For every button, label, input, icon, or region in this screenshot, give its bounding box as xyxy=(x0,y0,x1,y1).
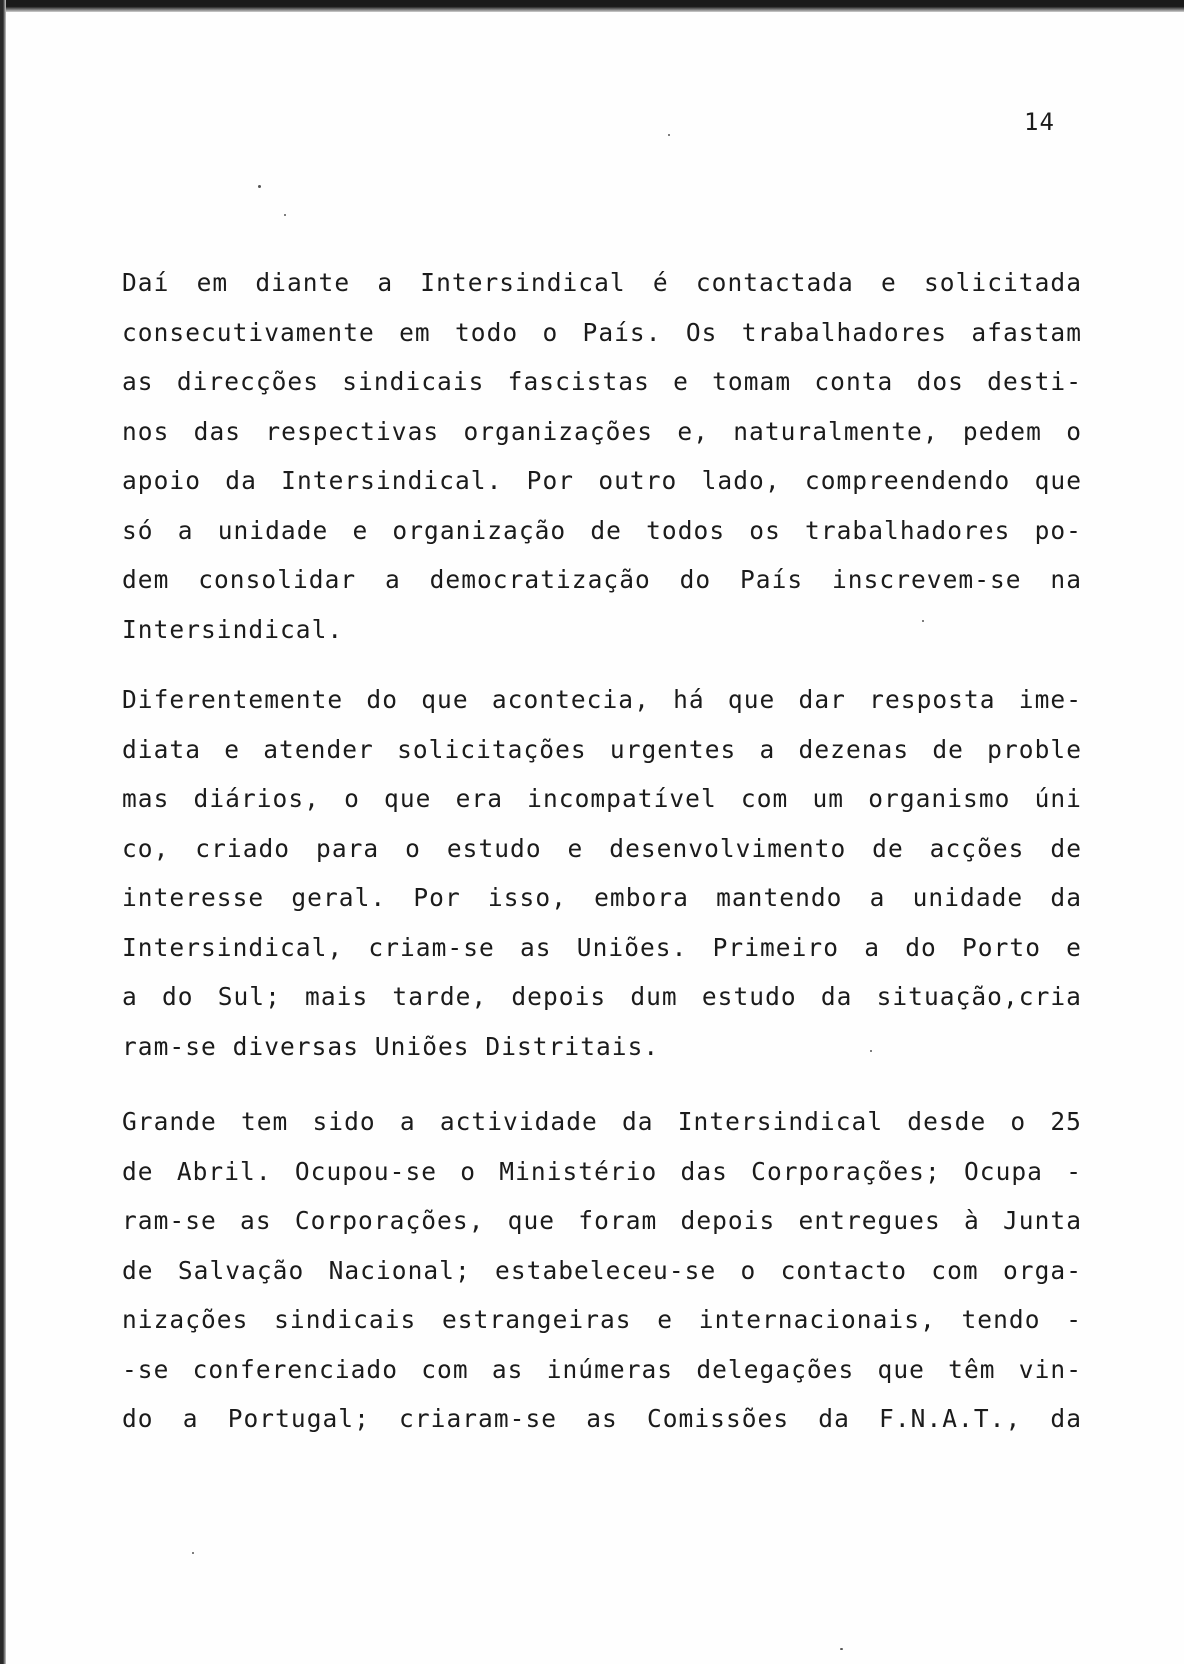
text-line: Intersindical, criam-se as Uniões. Primeiro a do Porto e xyxy=(122,932,1082,962)
scan-edge-left xyxy=(0,0,6,1664)
text-line: Intersindical. xyxy=(122,614,344,644)
scan-speck xyxy=(258,185,261,188)
text-line: nos das respectivas organizações e, naturalmente, pedem o xyxy=(122,416,1082,446)
paragraph-3 xyxy=(122,1097,1082,1444)
text-line: de Abril. Ocupou-se o Ministério das Corporações; Ocupa - xyxy=(122,1156,1082,1186)
text-line: Diferentemente do que acontecia, há que dar resposta ime- xyxy=(122,685,1082,714)
text-line: mas diários, o que era incompatível com um organismo úni xyxy=(122,784,1082,813)
text-line: nizações sindicais estrangeiras e internacionais, tendo - xyxy=(122,1305,1082,1334)
text-line: interesse geral. Por isso, embora mantendo a unidade da xyxy=(122,883,1082,912)
scan-speck xyxy=(840,1648,843,1650)
text-line: diata e atender solicitações urgentes a dezenas de proble xyxy=(122,734,1082,764)
text-line: as direcções sindicais fascistas e tomam conta dos desti- xyxy=(122,367,1082,396)
text-line: do a Portugal; criaram-se as Comissões da F.N.A.T., da xyxy=(122,1404,1082,1433)
page-number: 14 xyxy=(1024,108,1055,136)
scan-speck xyxy=(284,214,286,216)
paragraph-2 xyxy=(122,675,1082,1071)
scan-speck xyxy=(192,1552,194,1554)
paragraph-1 xyxy=(122,258,1082,654)
text-line: a do Sul; mais tarde, depois dum estudo da situação,cria xyxy=(122,982,1082,1011)
text-line: consecutivamente em todo o País. Os trabalhadores afastam xyxy=(122,317,1082,347)
text-line: ram-se as Corporações, que foram depois entregues à Junta xyxy=(122,1206,1082,1235)
text-line: -se conferenciado com as inúmeras delegações que têm vin- xyxy=(122,1354,1082,1384)
scan-edge-top xyxy=(0,0,1184,12)
text-line: Grande tem sido a actividade da Intersindical desde o 25 xyxy=(122,1107,1082,1136)
text-line: só a unidade e organização de todos os trabalhadores po- xyxy=(122,515,1082,545)
text-line: co, criado para o estudo e desenvolvimento de acções de xyxy=(122,833,1082,863)
text-line: de Salvação Nacional; estabeleceu-se o contacto com orga- xyxy=(122,1255,1082,1285)
text-line: dem consolidar a democratização do País inscrevem-se na xyxy=(122,565,1082,594)
scan-speck xyxy=(668,134,670,136)
text-line: apoio da Intersindical. Por outro lado, compreendendo que xyxy=(122,466,1082,495)
text-line: ram-se diversas Uniões Distritais. xyxy=(122,1031,660,1061)
text-line: Daí em diante a Intersindical é contactada e solicitada xyxy=(122,268,1082,297)
